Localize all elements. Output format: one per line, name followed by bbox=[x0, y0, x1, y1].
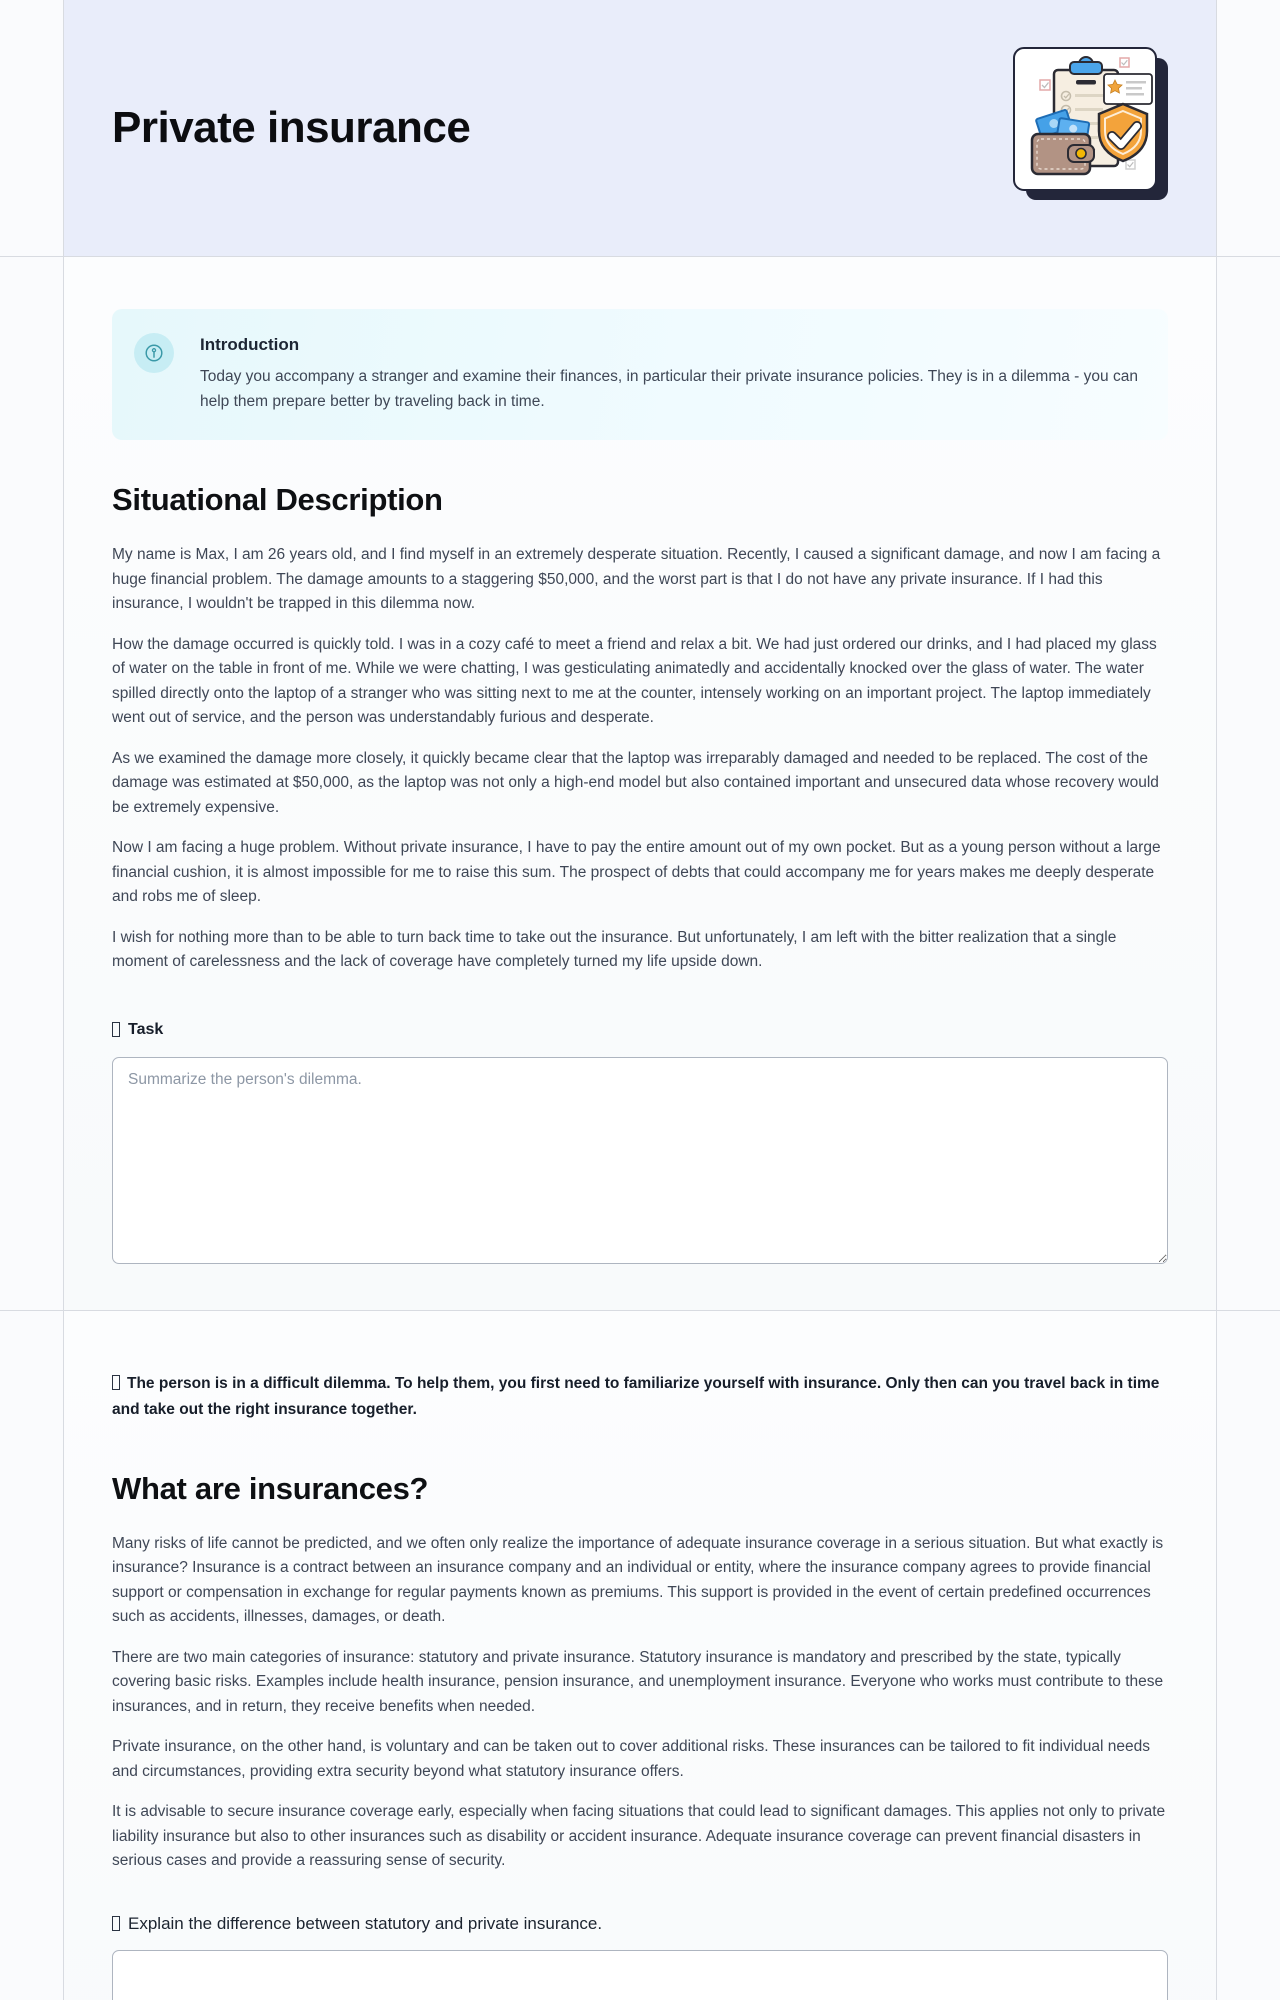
transition-note bbox=[112, 1371, 1168, 1423]
insurances-paragraph: Many risks of life cannot be predicted, and we often only realize the importance of adequate insurance coverage in a serious situation. But what exactly is insurance? Insurance is a contract between an insurance company and an individual or entity, where the insurance company agrees to provide financial support or compensation in exchange for regular payments known as premiums. This support is provided in the event of certain predefined occurrences such as accidents, illnesses, damages, or death. bbox=[112, 1534, 1164, 1625]
insurance-difference-textarea[interactable] bbox=[112, 1950, 1168, 2000]
introduction-callout bbox=[112, 309, 1168, 440]
header-section bbox=[0, 0, 1280, 257]
insurances-paragraph: Private insurance, on the other hand, is voluntary and can be taken out to cover additional risks. These insurances can be tailored to fit individual needs and circumstances, providing extra security beyond what statutory insurance offers. bbox=[112, 1738, 1150, 1780]
dilemma-summary-textarea[interactable] bbox=[112, 1057, 1168, 1264]
insurances-section bbox=[0, 1311, 1280, 2000]
situation-paragraph: As we examined the damage more closely, it quickly became clear that the laptop was irreparably damaged and needed to be replaced. The cost of the damage was estimated at $50,000, as the laptop was not only a high-end model but also contained important and unsecured data whose recovery would be extremely expensive. bbox=[112, 749, 1159, 816]
task-label-text: Task bbox=[128, 1020, 164, 1038]
introduction-text: Today you accompany a stranger and examine their finances, in particular their private insurance policies. They is in a dilemma - you can help them prepare better by traveling back in time. bbox=[200, 368, 1138, 410]
introduction-heading: Introduction bbox=[200, 335, 300, 354]
situation-section bbox=[0, 257, 1280, 1311]
situation-paragraph: How the damage occurred is quickly told. I was in a cozy café to meet a friend and relax a bit. We had just ordered our drinks, and I had placed my glass of water on the table in front of me. While we were chatting, I was gesticulating animatedly and accidentally knocked over the glass of water. The water spilled directly onto the laptop of a stranger who was sitting next to me at the counter, intensely working on an important project. The laptop immediately went out of service, and the person was understandably furious and desperate. bbox=[112, 635, 1157, 726]
situational-description-heading: Situational Description bbox=[112, 482, 443, 517]
insurances-paragraph: It is advisable to secure insurance coverage early, especially when facing situations that could lead to significant damages. This applies not only to private liability insurance but also to other insurances such as disability or accident insurance. Adequate insurance coverage can prevent financial disasters in serious cases and provide a reassuring sense of security. bbox=[112, 1803, 1166, 1869]
task-label bbox=[112, 1914, 1168, 1934]
page-title: Private insurance bbox=[112, 103, 471, 152]
situation-paragraph: Now I am facing a huge problem. Without private insurance, I have to pay the entire amount out of my own pocket. But as a young person without a large financial cushion, it is almost impossible for me to raise this sum. The prospect of debts that could accompany me for years makes me deeply desperate and robs me of sleep. bbox=[112, 839, 1161, 905]
insurances-paragraph: There are two main categories of insurance: statutory and private insurance. Statutory insurance is mandatory and prescribed by the state, typically covering basic risks. Examples include health insurance, pension insurance, and unemployment insurance. Everyone who works must contribute to these insurances, and in return, they receive benefits when needed. bbox=[112, 1648, 1164, 1715]
missing-glyph-box-icon bbox=[112, 1375, 120, 1390]
missing-glyph-box-icon bbox=[112, 1916, 120, 1931]
what-are-insurances-heading: What are insurances? bbox=[112, 1470, 429, 1506]
insurance-documents-illustration-svg bbox=[1010, 44, 1172, 204]
task-label bbox=[112, 1021, 1168, 1039]
transition-note-text: The person is in a difficult dilemma. To help them, you first need to familiarize yourself with insurance. Only then can you travel back in time and take out the right insurance together. bbox=[112, 1374, 1160, 1418]
situation-paragraph: I wish for nothing more than to be able to turn back time to take out the insurance. But unfortunately, I am left with the bitter realization that a single moment of carelessness and the lack of coverage have completely turned my life upside down. bbox=[112, 928, 1117, 970]
task-label-text: Explain the difference between statutory and private insurance. bbox=[128, 1913, 603, 1933]
situation-paragraph: My name is Max, I am 26 years old, and I find myself in an extremely desperate situation. Recently, I caused a significant damage, and now I am facing a huge financial problem. The damage amounts to a staggering $50,000, and the worst part is that I do not have any private insurance. If I had this insurance, I wouldn't be trapped in this dilemma now. bbox=[112, 546, 1161, 612]
missing-glyph-box-icon bbox=[112, 1022, 120, 1037]
info-icon bbox=[134, 333, 174, 373]
insurance-illustration bbox=[1010, 44, 1172, 209]
